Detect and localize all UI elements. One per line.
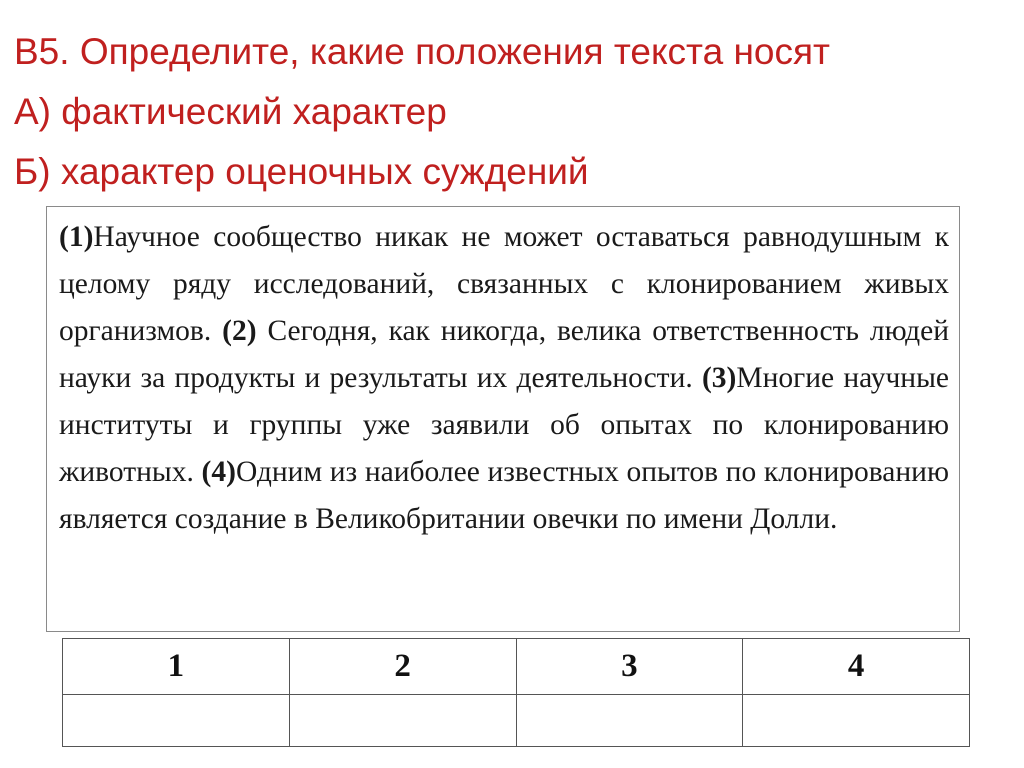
answer-cell-4[interactable] [743,695,970,747]
sentence-1-number: (1) [59,221,94,253]
answer-table [62,638,970,747]
sentence-4: Одним из наиболее известных опытов по клонированию является создание в Великобритании овечки по имени Долли. [59,456,949,535]
sentence-2: Сегодня, как никогда, велика ответственность людей науки за продукты и результаты их деятельности. [59,315,950,394]
sentence-4-number: (4) [201,456,236,488]
sentence-3: Многие научные институты и группы уже заявили об опытах по клонированию животных. [59,362,950,488]
table-header-row [63,639,970,695]
task-heading [14,22,1014,202]
answer-cell-1[interactable] [63,695,290,747]
passage-text [59,214,949,543]
sentence-2-number: (2) [222,315,257,347]
answer-cell-2[interactable] [289,695,516,747]
column-header-4: 4 [743,639,970,695]
answer-row [63,695,970,747]
sentence-1: Научное сообщество никак не может оставаться равнодушным к целому ряду исследований, связанных с клонированием живых организмов. [59,221,949,347]
column-header-3: 3 [516,639,743,695]
option-b: Б) характер оценочных суждений [14,151,589,192]
passage-box [46,206,960,632]
option-a: А) фактический характер [14,91,447,132]
sentence-3-number: (3) [701,362,737,394]
answer-cell-3[interactable] [516,695,743,747]
column-header-1: 1 [63,639,290,695]
task-question: В5. Определите, какие положения текста носят [14,31,830,72]
column-header-2: 2 [289,639,516,695]
